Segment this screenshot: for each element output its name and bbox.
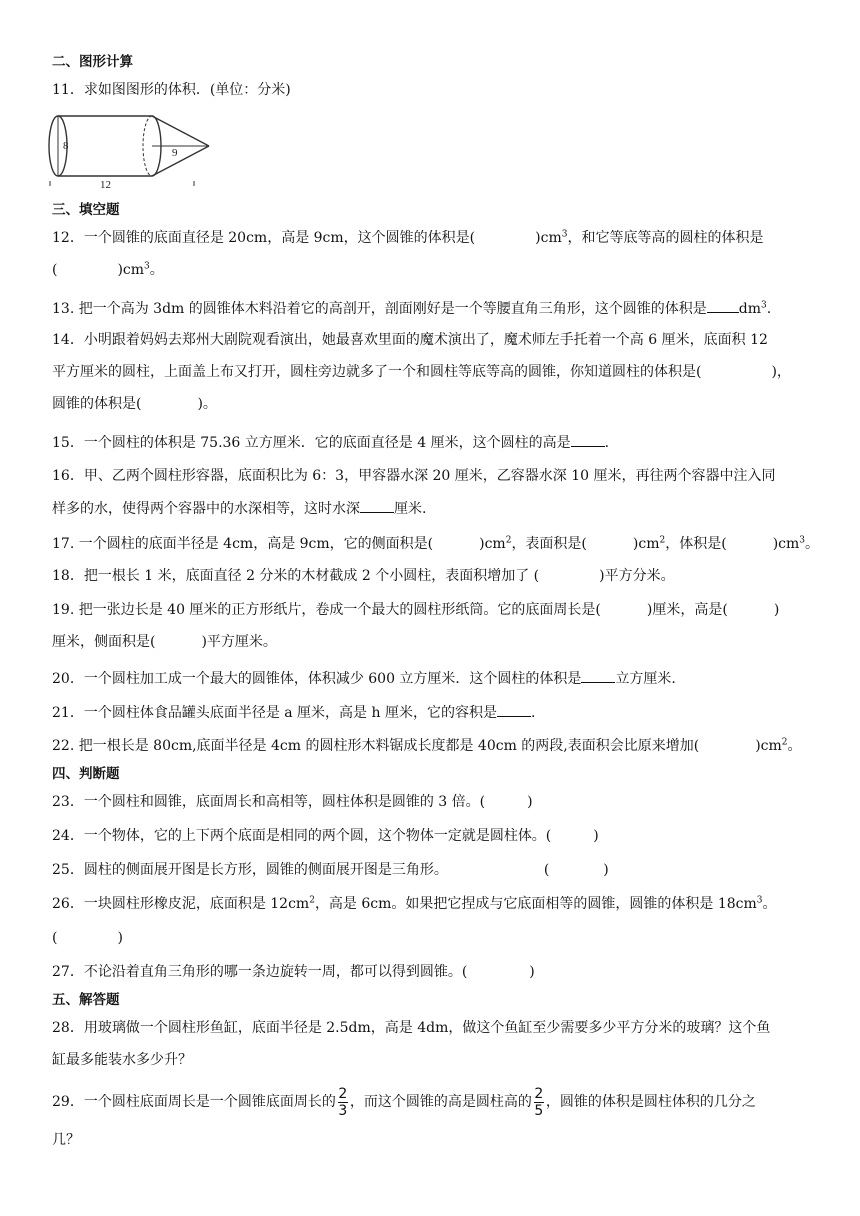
q16-text-c: 厘米.: [394, 501, 427, 517]
q17-sup-3: 3: [799, 535, 805, 546]
q23-text-b: ): [527, 794, 533, 810]
q13-text-c: .: [766, 301, 772, 317]
q14-text-e: )。: [197, 396, 217, 412]
q18-text-a: 18．把一根长 1 米，底面直径 2 分米的木材截成 2 个小圆柱，表面积增加了 (: [52, 568, 540, 584]
q29-text-a: 29．一个圆柱底面周长是一个圆锥底面周长的: [52, 1094, 336, 1110]
q19-text-e: )平方厘米。: [201, 634, 277, 650]
question-16-line2: [52, 498, 426, 519]
question-19-line1: [52, 600, 779, 620]
q22-sup: 2: [781, 737, 788, 748]
q12-sup: 3: [561, 229, 568, 240]
question-26-cont: [52, 928, 123, 948]
q15-blank: [571, 432, 605, 447]
q22-text-b: )cm: [755, 738, 782, 754]
q17-text-g: 。: [805, 536, 819, 552]
question-18: [52, 566, 675, 586]
figure-label-length: 12: [100, 179, 111, 191]
question-13: [52, 298, 771, 319]
q12-text-c: ，和它等底等高的圆柱的体积是: [567, 230, 764, 246]
q13-text-a: 13. 把一个高为 3dm 的圆锥体木料沿着它的高剖开，剖面刚好是一个等腰直角三角形，这个圆锥的体积是: [52, 301, 707, 317]
question-28-line1: 28．用玻璃做一个圆柱形鱼缸，底面半径是 2.5dm，高是 4dm，做这个鱼缸至少需要多少平方分米的玻璃？这个鱼: [52, 1020, 771, 1036]
q19-text-c: ): [773, 602, 780, 618]
section-solve: 五、解答题: [52, 992, 120, 1008]
question-24: [52, 826, 599, 846]
q14-text-b: 平方厘米的圆柱，上面盖上布又打开，圆柱旁边就多了一个和圆柱等底等高的圆锥，你知道圆柱的体积是(: [52, 364, 702, 380]
q14-text-d: 圆锥的体积是(: [52, 396, 142, 412]
q21-text-b: .: [530, 705, 536, 721]
question-28-line2: 缸最多能装水多少升？: [52, 1052, 192, 1068]
q26-text-a: 26．一块圆柱形橡皮泥，底面积是 12cm: [52, 896, 310, 912]
figure-label-cone-height: 9: [172, 147, 178, 159]
question-15: [52, 432, 609, 453]
q22-text-c: 。: [787, 738, 802, 754]
frac1-numerator: 2: [338, 1085, 348, 1102]
frac2-numerator: 2: [534, 1085, 544, 1102]
question-27: [52, 962, 535, 982]
q26-text-c: 。: [762, 896, 777, 912]
q25-text-c: ): [603, 862, 609, 878]
question-25: [52, 860, 609, 880]
q15-text-a: 15．一个圆柱的体积是 75.36 立方厘米．它的底面直径是 4 厘米，这个圆柱的高是: [52, 435, 571, 451]
q13-text-b: dm: [738, 301, 762, 317]
q15-text-b: .: [604, 435, 610, 451]
frac2-denominator: 5: [534, 1102, 544, 1119]
q18-text-b: )平方分米。: [599, 568, 675, 584]
section-true-false: 四、判断题: [52, 766, 120, 782]
q25-text-b: (: [543, 862, 550, 878]
section-figure-calc: 二、图形计算: [52, 54, 133, 70]
q26-sup-2: 3: [756, 895, 763, 906]
cylinder-cone-figure: [44, 108, 214, 194]
q17-sup-1: 2: [505, 535, 512, 546]
q19-text-a: 19. 把一张边长是 40 厘米的正方形纸片，卷成一个最大的圆柱形纸筒。它的底面周长是(: [52, 602, 601, 618]
q12-sup-2: 3: [144, 261, 150, 272]
q14-text-c: )，: [771, 364, 791, 380]
q12-text-e: )cm: [117, 262, 145, 278]
question-17: [52, 534, 819, 554]
q21-blank: [497, 702, 531, 717]
q19-text-d: 厘米，侧面积是(: [52, 634, 156, 650]
q22-text-a: 22. 把一根长是 80cm,底面半径是 4cm 的圆柱形木料锯成长度都是 40cm 的两段,表面积会比原来增加(: [52, 738, 700, 754]
q20-blank: [581, 668, 615, 683]
q26-text-b: ，高是 6cm。如果把它捏成与它底面相等的圆锥，圆锥的体积是 18cm: [314, 896, 757, 912]
fraction-two-thirds: [338, 1087, 348, 1118]
question-11: 11．求如图图形的体积．(单位：分米): [52, 82, 291, 98]
question-12: [52, 228, 763, 248]
question-26: [52, 894, 777, 914]
q29-text-c: ，圆锥的体积是圆柱体积的几分之: [545, 1094, 756, 1110]
section-fill-blank: 三、填空题: [52, 202, 120, 218]
question-29-line2: 几？: [52, 1132, 80, 1148]
q26-text-e: ): [117, 930, 123, 946]
q29-text-b: ，而这个圆锥的高是圆柱高的: [349, 1094, 532, 1110]
question-19-line2: [52, 632, 277, 652]
q20-text-a: 20．一个圆柱加工成一个最大的圆锥体，体积减少 600 立方厘米．这个圆柱的体积是: [52, 671, 582, 687]
q19-text-b: )厘米，高是(: [646, 602, 728, 618]
q17-text-a: 17. 一个圆柱的底面半径是 4cm，高是 9cm，它的侧面积是(: [52, 536, 434, 552]
q23-text: 23．一个圆柱和圆锥，底面周长和高相等，圆柱体积是圆锥的 3 倍。(: [52, 794, 486, 810]
q17-sup-2: 2: [659, 535, 666, 546]
q26-sup-1: 2: [309, 895, 315, 906]
q13-sup: 3: [761, 300, 767, 311]
q25-text: 25．圆柱的侧面展开图是长方形，圆锥的侧面展开图是三角形。: [52, 862, 448, 878]
figure-label-diameter: 8: [63, 140, 69, 152]
question-12-cont: [52, 260, 164, 280]
question-29-line1: [52, 1086, 756, 1118]
frac1-denominator: 3: [338, 1102, 348, 1119]
question-22: [52, 736, 802, 756]
q16-text-b: 样多的水，使得两个容器中的水深相等，这时水深: [52, 501, 360, 517]
q17-text-e: ，体积是(: [665, 536, 727, 552]
q20-text-b: 立方厘米.: [615, 671, 676, 687]
q12-text-a: 12．一个圆锥的底面直径是 20cm，高是 9cm，这个圆锥的体积是(: [52, 230, 476, 246]
q12-text-d: (: [52, 262, 58, 278]
q16-blank: [360, 498, 394, 513]
q17-text-b: )cm: [479, 536, 506, 552]
question-20: [52, 668, 676, 689]
q26-text-d: (: [52, 930, 58, 946]
q24-text-b: ): [593, 828, 599, 844]
q21-text-a: 21．一个圆柱体食品罐头底面半径是 a 厘米，高是 h 厘米，它的容积是: [52, 705, 497, 721]
q27-text: 27．不论沿着直角三角形的哪一条边旋转一周，都可以得到圆锥。(: [52, 964, 468, 980]
q12-text-f: 。: [149, 262, 164, 278]
question-14-line1: 14．小明跟着妈妈去郑州大剧院观看演出，她最喜欢里面的魔术演出了，魔术师左手托着一个高 6 厘米，底面积 12: [52, 332, 768, 348]
q17-text-c: ，表面积是(: [511, 536, 587, 552]
q27-text-b: ): [529, 964, 535, 980]
q17-text-f: )cm: [772, 536, 800, 552]
q13-blank: [707, 298, 739, 313]
q12-text-b: )cm: [535, 230, 562, 246]
q17-text-d: )cm: [632, 536, 660, 552]
question-23: [52, 792, 533, 812]
fraction-two-fifths: [534, 1087, 544, 1118]
question-14-line2: [52, 362, 791, 382]
question-14-line3: [52, 394, 217, 414]
q24-text: 24．一个物体，它的上下两个底面是相同的两个圆，这个物体一定就是圆柱体。(: [52, 828, 552, 844]
question-16-line1: 16．甲、乙两个圆柱形容器，底面积比为 6：3，甲容器水深 20 厘米，乙容器水深 10 厘米，再往两个容器中注入同: [52, 468, 776, 484]
question-21: [52, 702, 535, 723]
